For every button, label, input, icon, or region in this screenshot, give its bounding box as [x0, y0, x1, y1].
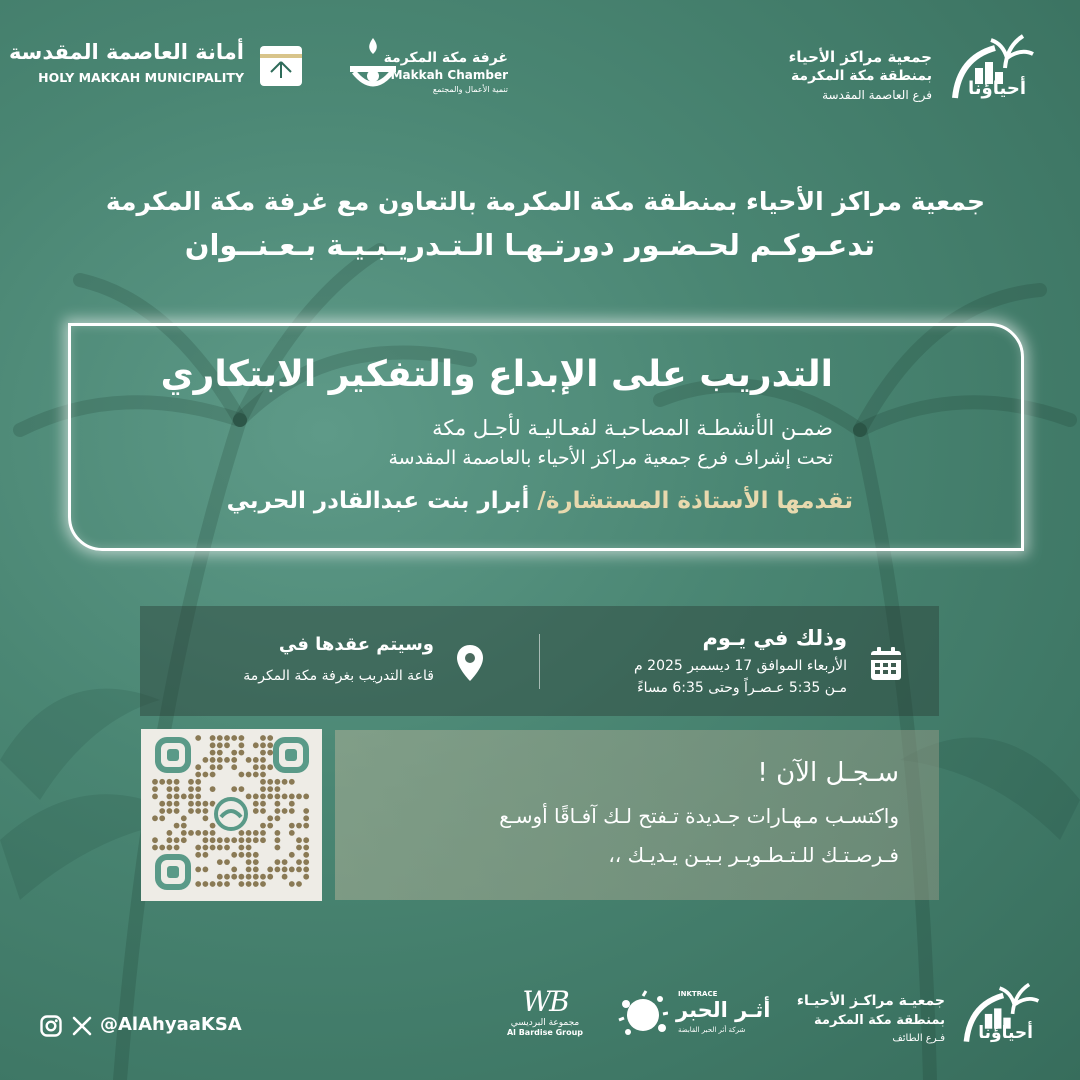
qr-module — [239, 772, 245, 778]
al-bardise-ar: مجموعة البرديسي — [510, 1018, 580, 1028]
qr-module — [289, 808, 295, 814]
qr-module — [152, 786, 158, 792]
qr-module — [282, 867, 288, 873]
qr-module — [210, 881, 216, 887]
qr-module — [253, 757, 259, 763]
qr-module — [267, 823, 273, 829]
qr-module — [246, 852, 252, 858]
qr-module — [253, 772, 259, 778]
qr-module — [203, 837, 209, 843]
event-info-bar — [140, 606, 939, 716]
qr-module — [152, 779, 158, 785]
qr-module — [275, 837, 281, 843]
qr-module — [159, 808, 165, 814]
qr-module — [195, 845, 201, 851]
qr-module — [174, 786, 180, 792]
qr-module — [260, 794, 266, 800]
qr-module — [159, 845, 165, 851]
association-line2: بمنطقة مكة المكرمة — [790, 68, 932, 84]
qr-module — [267, 815, 273, 821]
qr-module — [303, 794, 309, 800]
intro-line2: تدعـوكـم لحـضـور دورتـهـا الـتـدريـبـيـة بـعـنــوان — [184, 228, 875, 262]
qr-module — [246, 837, 252, 843]
qr-module — [289, 830, 295, 836]
qr-module — [203, 867, 209, 873]
qr-module — [253, 881, 259, 887]
qr-module — [231, 764, 237, 770]
association-logo — [750, 28, 1040, 108]
qr-module — [203, 772, 209, 778]
qr-module — [224, 735, 230, 741]
location-heading: وسيتم عقدها في — [278, 634, 434, 655]
qr-module — [152, 794, 158, 800]
qr-module — [152, 815, 158, 821]
qr-module — [181, 830, 187, 836]
qr-module — [253, 801, 259, 807]
qr-module — [210, 742, 216, 748]
qr-module — [267, 794, 273, 800]
course-subtitle-1: ضمـن الأنشطـة المصاحبـة لفعـاليـة لأجـل مكة — [432, 416, 833, 440]
inktrace-ar: أثـر الحبر — [676, 998, 771, 1022]
qr-module — [188, 779, 194, 785]
qr-module — [231, 786, 237, 792]
qr-module — [267, 786, 273, 792]
qr-module — [260, 801, 266, 807]
qr-module — [275, 867, 281, 873]
qr-module — [267, 742, 273, 748]
qr-module — [231, 757, 237, 763]
association-taif-logo — [796, 975, 1045, 1055]
qr-module — [260, 742, 266, 748]
taif-line1: جمعيـة مراكـز الأحيـاء — [796, 993, 945, 1009]
qr-module — [224, 845, 230, 851]
qr-module — [239, 881, 245, 887]
qr-module — [260, 808, 266, 814]
qr-module — [239, 874, 245, 880]
qr-module — [246, 830, 252, 836]
qr-module — [231, 735, 237, 741]
qr-module — [231, 852, 237, 858]
qr-module — [275, 815, 281, 821]
kaaba-icon — [258, 40, 304, 90]
qr-module — [260, 786, 266, 792]
qr-module — [289, 779, 295, 785]
qr-module — [195, 808, 201, 814]
qr-module — [289, 881, 295, 887]
qr-module — [195, 772, 201, 778]
qr-module — [246, 757, 252, 763]
qr-module — [239, 845, 245, 851]
qr-module — [246, 859, 252, 865]
qr-module — [224, 881, 230, 887]
qr-module — [217, 750, 223, 756]
qr-module — [246, 874, 252, 880]
qr-module — [260, 735, 266, 741]
x-twitter-icon[interactable] — [72, 1016, 92, 1036]
qr-module — [159, 815, 165, 821]
course-subtitle-2: تحت إشراف فرع جمعية مراكز الأحياء بالعاصمة المقدسة — [388, 447, 833, 469]
qr-module — [203, 757, 209, 763]
qr-module — [224, 742, 230, 748]
qr-module — [210, 845, 216, 851]
qr-module — [275, 830, 281, 836]
info-divider — [539, 634, 540, 689]
qr-module — [303, 815, 309, 821]
qr-module — [253, 742, 259, 748]
social-handle[interactable]: @AlAhyaaKSA — [100, 1014, 242, 1035]
qr-module — [296, 881, 302, 887]
qr-module — [282, 794, 288, 800]
qr-module — [174, 794, 180, 800]
qr-module — [303, 859, 309, 865]
course-title: التدريب على الإبداع والتفكير الابتكاري — [160, 354, 833, 395]
qr-module — [296, 845, 302, 851]
qr-module — [253, 874, 259, 880]
chamber-name-ar: غرفة مكة المكرمة — [383, 50, 508, 66]
taif-logo-word: أحياؤنا — [978, 1023, 1033, 1043]
al-bardise-mark: WB — [522, 985, 568, 1018]
association-line3: فرع العاصمة المقدسة — [822, 88, 932, 102]
qr-module — [167, 837, 173, 843]
qr-module — [167, 808, 173, 814]
qr-module — [253, 808, 259, 814]
qr-module — [174, 779, 180, 785]
qr-module — [188, 830, 194, 836]
qr-module — [267, 867, 273, 873]
qr-module — [174, 845, 180, 851]
qr-module — [239, 735, 245, 741]
qr-module — [296, 867, 302, 873]
qr-module — [217, 859, 223, 865]
al-bardise-en: Al Bardise Group — [506, 1028, 584, 1037]
qr-module — [195, 794, 201, 800]
qr-module — [224, 757, 230, 763]
qr-module — [260, 881, 266, 887]
qr-module — [260, 757, 266, 763]
qr-module — [231, 750, 237, 756]
qr-module — [210, 764, 216, 770]
qr-module — [289, 801, 295, 807]
qr-module — [167, 779, 173, 785]
taif-line3: فـرع الطائف — [892, 1033, 945, 1044]
qr-module — [159, 779, 165, 785]
presenter — [227, 488, 853, 514]
qr-module — [188, 801, 194, 807]
qr-module — [224, 837, 230, 843]
qr-module — [152, 837, 158, 843]
qr-module — [296, 823, 302, 829]
instagram-icon[interactable] — [40, 1015, 62, 1037]
qr-module — [195, 779, 201, 785]
qr-module — [267, 874, 273, 880]
qr-module — [174, 823, 180, 829]
qr-module — [260, 874, 266, 880]
qr-module — [181, 815, 187, 821]
qr-module — [217, 837, 223, 843]
ink-splash-icon — [618, 990, 668, 1040]
chamber-logo — [342, 22, 512, 102]
qr-module — [253, 867, 259, 873]
qr-module — [217, 757, 223, 763]
qr-module — [188, 808, 194, 814]
qr-module — [195, 852, 201, 858]
schedule-heading: وذلك في يـوم — [702, 626, 847, 650]
al-bardise-logo — [505, 985, 585, 1045]
qr-module — [303, 845, 309, 851]
qr-module — [167, 786, 173, 792]
qr-module — [203, 801, 209, 807]
qr-module — [282, 859, 288, 865]
schedule-date: الأربعاء الموافق 17 ديسمبر 2025 م — [634, 658, 847, 674]
qr-module — [159, 801, 165, 807]
qr-module — [296, 794, 302, 800]
qr-module — [260, 823, 266, 829]
qr-module — [210, 735, 216, 741]
qr-module — [167, 801, 173, 807]
association-logo-word: أحياؤنا — [968, 78, 1026, 99]
qr-module — [210, 757, 216, 763]
qr-module — [217, 845, 223, 851]
qr-module — [167, 830, 173, 836]
qr-module — [282, 808, 288, 814]
qr-module — [275, 801, 281, 807]
qr-module — [289, 823, 295, 829]
qr-module — [275, 786, 281, 792]
qr-module — [296, 859, 302, 865]
qr-module — [260, 750, 266, 756]
qr-module — [253, 859, 259, 865]
registration-qr-code[interactable] — [141, 729, 322, 901]
qr-module — [253, 794, 259, 800]
inktrace-sub: شركة أثر الحبر القابضة — [678, 1026, 746, 1034]
qr-module — [289, 867, 295, 873]
association-line1: جمعية مراكز الأحياء — [788, 48, 932, 66]
qr-module — [253, 764, 259, 770]
qr-module — [203, 815, 209, 821]
qr-module — [246, 867, 252, 873]
qr-module — [217, 764, 223, 770]
qr-module — [275, 859, 281, 865]
qr-module — [282, 874, 288, 880]
qr-module — [267, 735, 273, 741]
qr-module — [267, 779, 273, 785]
qr-module — [275, 808, 281, 814]
qr-module — [217, 881, 223, 887]
qr-module — [296, 837, 302, 843]
qr-module — [181, 794, 187, 800]
qr-module — [167, 845, 173, 851]
qr-module — [188, 794, 194, 800]
course-card — [68, 323, 1024, 551]
qr-module — [195, 830, 201, 836]
location-place: قاعة التدريب بغرفة مكة المكرمة — [243, 668, 434, 684]
chamber-name-en: Makkah Chamber — [390, 68, 508, 82]
qr-module — [181, 823, 187, 829]
qr-module — [246, 845, 252, 851]
qr-module — [246, 772, 252, 778]
municipality-name-ar: أمانة العاصمة المقدسة — [8, 40, 244, 64]
qr-module — [275, 779, 281, 785]
qr-code-icon — [141, 729, 322, 901]
qr-module — [195, 786, 201, 792]
qr-module — [152, 845, 158, 851]
qr-module — [210, 750, 216, 756]
inktrace-en: INKTRACE — [678, 990, 718, 998]
qr-module — [195, 735, 201, 741]
qr-module — [282, 779, 288, 785]
chamber-tagline: تنمية الأعمال والمجتمع — [432, 85, 508, 94]
qr-module — [217, 735, 223, 741]
qr-module — [303, 874, 309, 880]
qr-module — [203, 852, 209, 858]
qr-module — [267, 764, 273, 770]
qr-module — [231, 874, 237, 880]
taif-line2: بمنطقة مكة المكرمة — [814, 1013, 945, 1028]
qr-module — [239, 852, 245, 858]
qr-module — [253, 830, 259, 836]
qr-module — [195, 881, 201, 887]
chamber-emblem-icon — [342, 36, 404, 98]
qr-module — [203, 845, 209, 851]
qr-module — [188, 786, 194, 792]
qr-module — [303, 867, 309, 873]
inktrace-logo — [618, 990, 788, 1040]
qr-module — [239, 750, 245, 756]
qr-module — [253, 852, 259, 858]
qr-module — [217, 742, 223, 748]
qr-module — [203, 830, 209, 836]
qr-module — [275, 794, 281, 800]
qr-module — [217, 874, 223, 880]
qr-module — [224, 859, 230, 865]
qr-module — [260, 772, 266, 778]
qr-module — [210, 837, 216, 843]
qr-module — [239, 786, 245, 792]
register-line2: فـرصـتـك للـتـطـويـر بـيـن يـديـك ،، — [608, 843, 899, 867]
qr-module — [260, 764, 266, 770]
qr-module — [203, 881, 209, 887]
qr-module — [246, 881, 252, 887]
qr-module — [231, 867, 237, 873]
qr-module — [275, 845, 281, 851]
qr-module — [181, 837, 187, 843]
qr-module — [167, 794, 173, 800]
qr-module — [246, 794, 252, 800]
qr-module — [210, 772, 216, 778]
qr-module — [174, 837, 180, 843]
qr-module — [303, 852, 309, 858]
qr-module — [289, 794, 295, 800]
qr-module — [195, 801, 201, 807]
qr-module — [303, 837, 309, 843]
municipality-logo — [8, 38, 304, 94]
qr-module — [303, 808, 309, 814]
calendar-icon — [869, 646, 903, 682]
qr-module — [195, 764, 201, 770]
presenter-label: تقدمها الأستاذة المستشارة/ — [537, 488, 853, 514]
register-heading: سـجـل الآن ! — [757, 758, 899, 788]
qr-module — [239, 742, 245, 748]
qr-module — [174, 801, 180, 807]
map-pin-icon — [456, 644, 484, 682]
qr-module — [260, 779, 266, 785]
register-panel — [335, 730, 939, 900]
qr-module — [224, 874, 230, 880]
intro-text — [100, 185, 985, 265]
qr-module — [203, 808, 209, 814]
qr-module — [239, 837, 245, 843]
schedule-time: مـن 5:35 عـصـراً وحتى 6:35 مساءً — [637, 680, 847, 696]
qr-module — [267, 750, 273, 756]
municipality-name-en: HOLY MAKKAH MUNICIPALITY — [38, 70, 244, 85]
register-line1: واكتسـب مـهـارات جـديدة تـفتح لـك آفـاقًا أوسـع — [499, 804, 899, 828]
qr-module — [195, 867, 201, 873]
qr-module — [289, 852, 295, 858]
qr-module — [303, 823, 309, 829]
qr-module — [260, 837, 266, 843]
qr-module — [231, 837, 237, 843]
intro-line1: جمعية مراكز الأحياء بمنطقة مكة المكرمة بالتعاون مع غرفة مكة المكرمة — [105, 187, 985, 216]
qr-module — [174, 808, 180, 814]
qr-module — [253, 837, 259, 843]
qr-module — [260, 830, 266, 836]
qr-module — [210, 830, 216, 836]
presenter-name: أبرار بنت عبدالقادر الحربي — [226, 488, 530, 514]
qr-module — [210, 786, 216, 792]
